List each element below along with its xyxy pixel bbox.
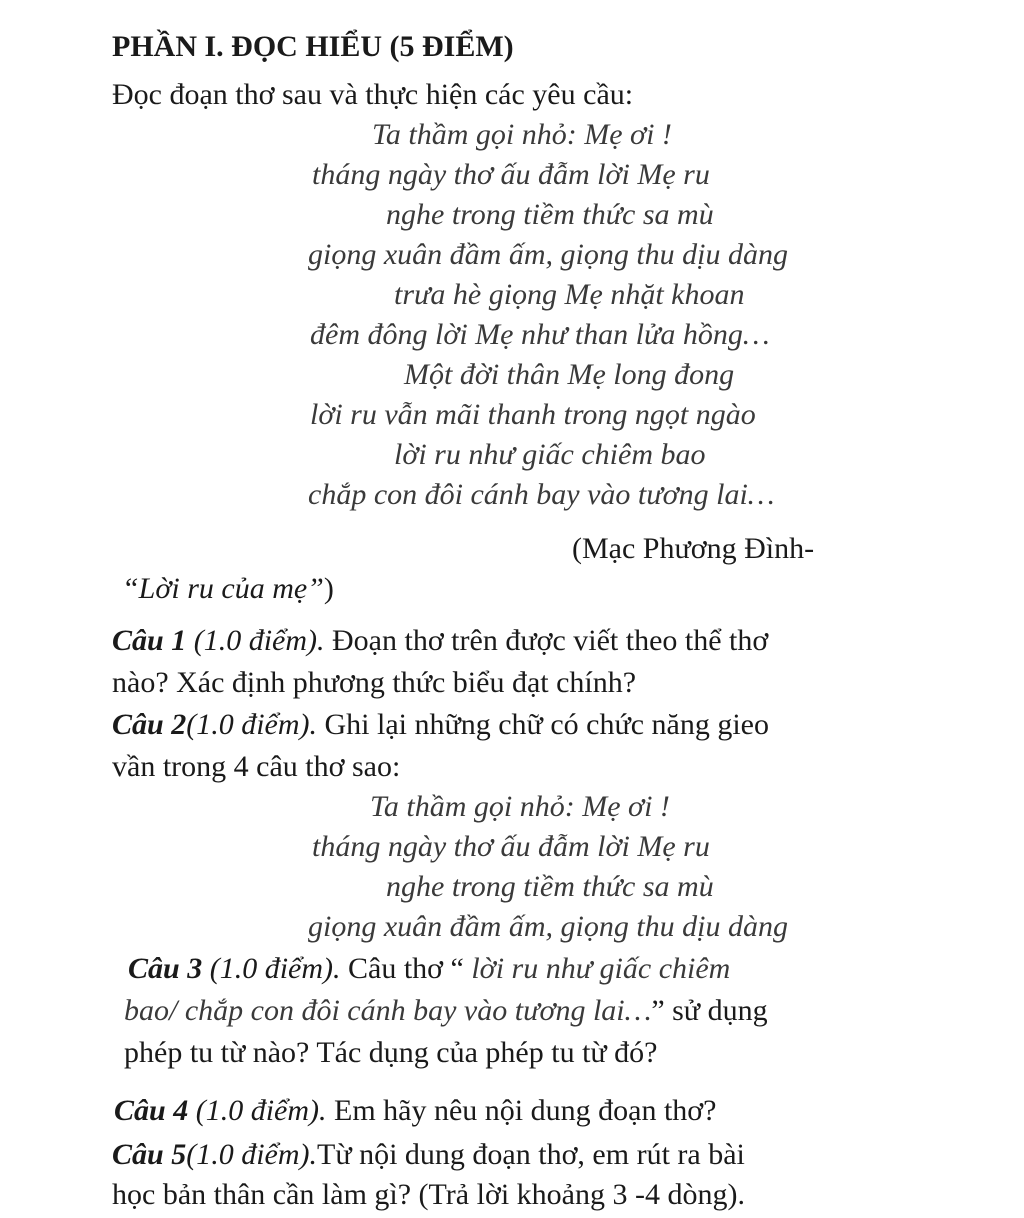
question-2-label: Câu 2 (112, 708, 187, 741)
poem-line: giọng xuân đầm ấm, giọng thu dịu dàng (308, 238, 788, 271)
poem-line: lời ru vẫn mãi thanh trong ngọt ngào (310, 398, 756, 431)
section-heading: PHẦN I. ĐỌC HIỂU (5 ĐIỂM) (112, 30, 514, 63)
excerpt-line: Ta thầm gọi nhỏ: Mẹ ơi ! (370, 790, 670, 823)
question-4-line (114, 1092, 716, 1130)
excerpt-line: giọng xuân đầm ấm, giọng thu dịu dàng (308, 910, 788, 943)
poem-source-title-line (122, 570, 334, 608)
question-4-text: Em hãy nêu nội dung đoạn thơ? (326, 1094, 717, 1127)
question-3-line-2 (124, 992, 768, 1030)
poem-line: tháng ngày thơ ấu đẫm lời Mẹ ru (312, 158, 710, 191)
question-2-points: (1.0 điểm). (186, 708, 317, 741)
question-3-label: Câu 3 (128, 952, 203, 985)
excerpt-line: nghe trong tiềm thức sa mù (386, 870, 714, 903)
poem-source-close: ) (323, 572, 334, 605)
question-5-points: (1.0 điểm). (186, 1138, 317, 1171)
question-3-points: (1.0 điểm). (202, 952, 341, 985)
question-2-text: Ghi lại những chữ có chức năng gieo (317, 708, 769, 741)
question-1-label: Câu 1 (112, 624, 187, 657)
question-3-line-1 (128, 950, 730, 988)
question-3-quote-a: lời ru như giấc chiêm (471, 952, 731, 985)
question-3-text-a: Câu thơ “ (340, 952, 472, 985)
question-1-line-1 (112, 622, 768, 660)
poem-line: chắp con đôi cánh bay vào tương lai… (308, 478, 775, 511)
poem-line: đêm đông lời Mẹ như than lửa hồng… (310, 318, 770, 351)
poem-line: lời ru như giấc chiêm bao (394, 438, 706, 471)
question-4-points: (1.0 điểm). (188, 1094, 327, 1127)
instruction-text: Đọc đoạn thơ sau và thực hiện các yêu cầu: (112, 78, 634, 111)
question-1-points: (1.0 điểm). (186, 624, 325, 657)
question-5-text: Từ nội dung đoạn thơ, em rút ra bài (317, 1138, 745, 1171)
question-5-line-2: học bản thân cần làm gì? (Trả lời khoảng 3 -4 dòng). (112, 1178, 745, 1211)
poem-line: trưa hè giọng Mẹ nhặt khoan (394, 278, 745, 311)
question-2-line-1 (112, 706, 769, 744)
question-5-label: Câu 5 (112, 1138, 187, 1171)
poem-line: Ta thầm gọi nhỏ: Mẹ ơi ! (372, 118, 672, 151)
excerpt-line: tháng ngày thơ ấu đẫm lời Mẹ ru (312, 830, 710, 863)
question-2-line-2: vần trong 4 câu thơ sao: (112, 750, 401, 783)
poem-line: nghe trong tiềm thức sa mù (386, 198, 714, 231)
poem-line: Một đời thân Mẹ long đong (404, 358, 735, 391)
question-5-line-1 (112, 1136, 745, 1174)
question-1-text: Đoạn thơ trên được viết theo thể thơ (324, 624, 769, 657)
poem-source-author: (Mạc Phương Đình- (572, 532, 815, 565)
question-3-line-3: phép tu từ nào? Tác dụng của phép tu từ đó? (124, 1036, 658, 1069)
question-1-line-2: nào? Xác định phương thức biểu đạt chính? (112, 666, 637, 699)
question-3-text-b: ” sử dụng (651, 994, 768, 1027)
question-3-quote-b: bao/ chắp con đôi cánh bay vào tương lai… (124, 994, 652, 1027)
question-4-label: Câu 4 (114, 1094, 189, 1127)
poem-source-title: “Lời ru của mẹ” (122, 572, 324, 605)
